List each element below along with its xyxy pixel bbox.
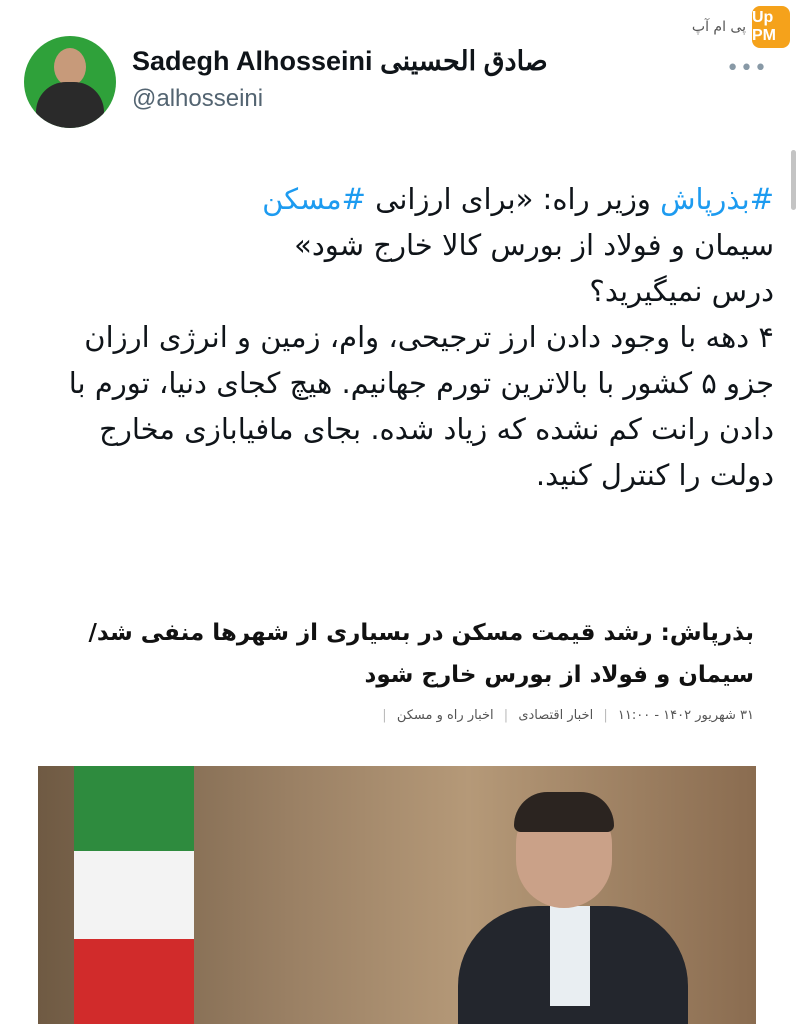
tweet-line-2: سیمان و فولاد از بورس کالا خارج شود»: [294, 228, 774, 262]
card-meta: ۳۱ شهریور ۱۴۰۲ - ۱۱:۰۰ | اخبار اقتصادی | اخبار راه و مسکن |: [382, 708, 754, 723]
user-handle[interactable]: @alhosseini: [132, 85, 264, 112]
hashtag-link[interactable]: #بذرپاش: [660, 182, 774, 216]
card-title[interactable]: بذرپاش: رشد قیمت مسکن در بسیاری از شهرها منفی شد/سیمان و فولاد از بورس خارج شود: [88, 620, 754, 688]
card-image[interactable]: [38, 766, 756, 1024]
card-date: ۳۱ شهریور ۱۴۰۲ - ۱۱:۰۰: [617, 708, 754, 723]
display-name[interactable]: Sadegh Alhosseini صادق الحسینی: [132, 46, 548, 76]
flag-image: [74, 766, 194, 1024]
tweet-body: [34, 176, 774, 498]
watermark-text: پی ام آپ: [691, 19, 746, 35]
card-category[interactable]: اخبار اقتصادی: [518, 708, 594, 723]
tweet-line-1: [34, 176, 774, 222]
upm-logo-icon: Up PM: [752, 6, 790, 48]
tweet-header: [24, 34, 768, 134]
avatar[interactable]: [24, 36, 116, 128]
tweet-line-4: ۴ دهه با وجود دادن ارز ترجیحی، وام، زمین و انرژی ارزان جزو ۵ کشور با بالاترین تورم جهانیم. هیچ کجای دنیا، تورم با دادن رانت کم نشده که زیاد شده. بجای مافیابازی مخارج دولت را کنترل کنید.: [68, 320, 774, 492]
scrollbar[interactable]: [791, 150, 796, 210]
card-category[interactable]: اخبار راه و مسکن: [396, 708, 494, 723]
author-names[interactable]: [132, 46, 548, 113]
more-options-icon[interactable]: •••: [726, 56, 768, 81]
tweet-line-3: درس نمیگیرید؟: [589, 274, 774, 308]
tweet-text-segment: وزیر راه: «برای ارزانی: [365, 182, 661, 216]
news-card[interactable]: [38, 612, 760, 1024]
hashtag-link[interactable]: #مسکن: [262, 182, 366, 216]
speaker-photo: [458, 796, 688, 1024]
